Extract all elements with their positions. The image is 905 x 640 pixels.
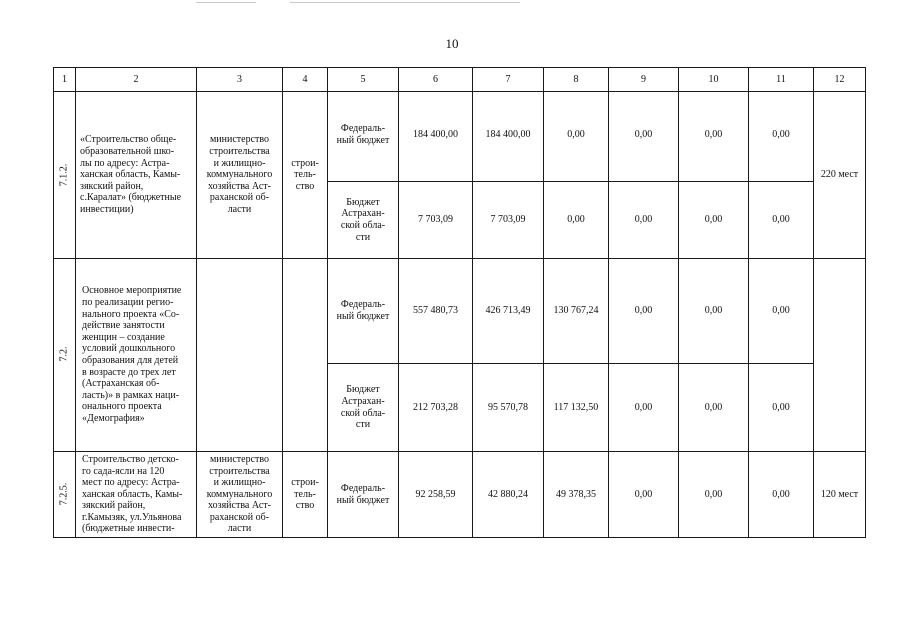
header-cell: 9 (641, 73, 646, 85)
value-cell: 0,00 (704, 214, 723, 226)
value-cell: 0,00 (634, 305, 653, 317)
executor (197, 259, 282, 451)
result: 120 мест (820, 488, 859, 500)
measure-name: Основное мероприятие по реализации регио- нального проекта «Со- действие занятости женщин – создание условий дошкольного образования для детей в возрасте до трех лет (Астраханская об- ласть)» в рамках наци- онального проекта «Демография» (82, 285, 182, 424)
value-cell: 0,00 (704, 305, 723, 317)
activity-kind (283, 259, 327, 451)
row-code: 7.1.2. (58, 163, 70, 187)
table-bottom-border (53, 537, 866, 538)
value-cell: 0,00 (704, 401, 723, 413)
value-cell: 0,00 (704, 488, 723, 500)
funding-source: Бюджет Астрахан- ской обла- сти (340, 196, 386, 243)
value-cell: 117 132,50 (553, 401, 599, 413)
value-cell: 0,00 (772, 488, 790, 500)
header-cell: 6 (433, 73, 438, 85)
value-cell: 7 703,09 (490, 214, 526, 226)
col-border (75, 67, 76, 538)
value-cell: 95 570,78 (488, 401, 528, 413)
value-cell: 92 258,59 (415, 488, 456, 500)
activity-kind: строи- тель- ство (291, 477, 319, 512)
value-cell: 0,00 (704, 129, 723, 141)
value-cell: 212 703,28 (413, 401, 458, 413)
executor: министерство строительства и жилищно- коммунального хозяйства Аст- раханской об- ласти (206, 453, 273, 535)
measure-name: Строительство детско- го сада-ясли на 120 мест по адресу: Астра- ханская область, Камы- зякский район, г.Камызяк, ул.Ульянова (бюджетные инвести- (82, 453, 183, 535)
funding-source: Бюджет Астрахан- ской обла- сти (340, 384, 386, 431)
value-cell: 130 767,24 (553, 305, 599, 317)
result (814, 259, 865, 451)
value-cell: 0,00 (772, 401, 790, 413)
value-cell: 0,00 (567, 129, 585, 141)
result: 220 мест (820, 169, 859, 181)
header-cell: 4 (302, 73, 308, 85)
value-cell: 184 400,00 (485, 129, 531, 141)
header-cell: 5 (360, 73, 366, 85)
header-cell: 11 (776, 73, 786, 85)
value-cell: 0,00 (634, 401, 653, 413)
value-cell: 0,00 (634, 488, 653, 500)
value-cell: 49 378,35 (556, 488, 596, 500)
row-code: 7.2.5. (58, 482, 70, 506)
funding-source: Федераль- ный бюджет (336, 123, 390, 146)
value-cell: 42 880,24 (488, 488, 528, 500)
header-cell: 10 (708, 73, 719, 85)
header-cell: 7 (505, 73, 511, 85)
col-border (865, 67, 866, 538)
col-border (53, 67, 54, 538)
value-cell: 0,00 (634, 129, 653, 141)
value-cell: 0,00 (772, 305, 790, 317)
scan-artifact (196, 2, 256, 3)
header-cell: 8 (573, 73, 579, 85)
header-cell: 12 (834, 73, 845, 85)
value-cell: 184 400,00 (413, 129, 458, 141)
header-cell: 2 (133, 73, 139, 85)
funding-source: Федераль- ный бюджет (336, 299, 390, 322)
value-cell: 0,00 (772, 129, 790, 141)
measure-name: «Строительство обще- образовательной шко- лы по адресу: Астра- ханская область, Камы- зякский район, с.Каралат» (бюджетные инвестиции) (80, 134, 182, 215)
value-cell: 0,00 (567, 214, 585, 226)
executor: министерство строительства и жилищно- коммунального хозяйства Аст- раханской об- ласти (206, 134, 273, 215)
header-cell: 3 (237, 73, 242, 85)
row-code: 7.2. (58, 346, 70, 362)
value-cell: 7 703,09 (418, 214, 453, 226)
value-cell: 557 480,73 (413, 305, 458, 317)
value-cell: 0,00 (772, 214, 790, 226)
page-number: 10 (445, 36, 459, 51)
funding-source: Федераль- ный бюджет (336, 482, 390, 506)
value-cell: 426 713,49 (485, 305, 531, 317)
activity-kind: строи- тель- ство (291, 157, 319, 192)
scan-artifact (290, 2, 520, 3)
header-cell: 1 (62, 73, 67, 85)
value-cell: 0,00 (634, 214, 653, 226)
